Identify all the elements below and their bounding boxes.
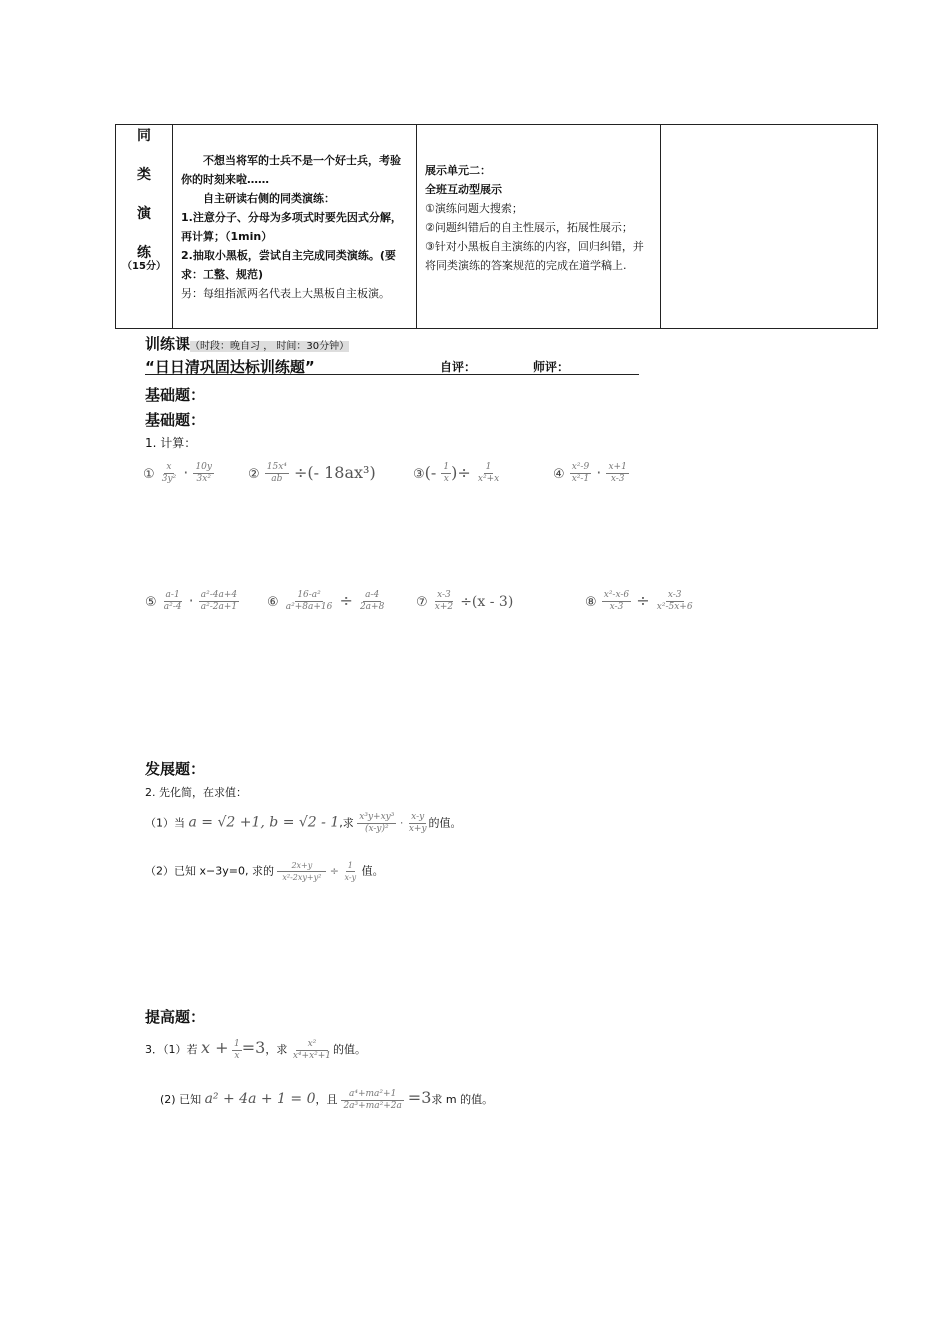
numerator: a-1 — [165, 590, 180, 600]
numerator: 2x+y — [277, 860, 326, 872]
numerator: 16-a² — [297, 590, 321, 600]
expression: x + — [201, 1038, 229, 1057]
numerator: x² — [296, 1039, 329, 1051]
denominator: x-y — [344, 873, 357, 882]
denominator: x+2 — [434, 602, 454, 612]
suffix-text: 的值。 — [333, 1043, 367, 1056]
numerator: x-3 — [667, 590, 682, 600]
section-heading-basic-repeat: 基础题： — [145, 411, 206, 429]
problem-mark: ① — [143, 467, 155, 482]
equation-value: =3 — [241, 1038, 266, 1057]
problem-5 — [145, 590, 239, 613]
question-2-label: 2. 先化简，在求值： — [145, 786, 247, 799]
denominator: 3x² — [196, 474, 211, 484]
operator: · — [399, 816, 404, 830]
intro-text: 不想当将军的士兵不是一个好士兵，考验你的时刻来啦…… — [181, 154, 401, 186]
problem-2 — [248, 462, 376, 485]
numerator: a²-4a+4 — [200, 590, 238, 600]
problem-mark: ⑦ — [416, 595, 428, 610]
suffix-text: 的值。 — [428, 816, 462, 830]
training-meta: （时段：晚自习 ， 时间：30分钟） — [190, 341, 350, 352]
prefix-text: 3．（1）若 — [145, 1043, 198, 1056]
denominator: x²-1 — [571, 474, 590, 484]
display-unit-cell — [417, 125, 661, 329]
connector-text: ，且 — [315, 1093, 338, 1106]
expression: ÷(- 18ax³) — [293, 463, 376, 482]
denominator: x — [234, 1050, 240, 1061]
training-subtitle-line — [145, 356, 639, 375]
section-heading-develop: 发展题： — [145, 760, 206, 778]
numerator: a-4 — [365, 590, 380, 600]
problem-8 — [585, 590, 695, 613]
expression: (- — [424, 463, 437, 482]
denominator: x²-5x+6 — [656, 602, 693, 612]
prefix-text: (2) 已知 — [160, 1093, 202, 1106]
denominator: x²-2xy+y² — [282, 873, 322, 882]
question-2-part-1 — [145, 812, 462, 835]
numerator: 1 — [485, 462, 492, 472]
denominator: x-3 — [610, 474, 625, 484]
denominator: a²-2a+1 — [200, 602, 238, 612]
expression: ÷(x - 3) — [460, 594, 514, 610]
numerator: x — [166, 462, 172, 472]
problem-mark: ③ — [413, 467, 425, 482]
numerator: x-y — [411, 812, 425, 822]
training-title: 训练课 — [145, 335, 191, 353]
side-time: （15分） — [122, 261, 166, 272]
empty-cell — [661, 125, 878, 329]
denominator: x — [443, 474, 449, 484]
numerator: 15x⁴ — [266, 462, 287, 472]
denominator: (x-y)² — [364, 824, 389, 834]
display-unit-subtitle: 全班互动型展示 — [425, 183, 502, 196]
numerator: x³y+xy³ — [359, 812, 395, 822]
suffix-text: 值。 — [361, 864, 384, 878]
side-char: 同 — [137, 128, 151, 144]
self-evaluation: 自评： — [440, 360, 477, 374]
problem-4 — [553, 462, 629, 485]
operator: · — [183, 463, 189, 482]
question-2-part-2 — [145, 860, 384, 883]
denominator: x⁴+x²+1 — [292, 1050, 332, 1061]
training-quote: “日日清巩固达标训练题” — [145, 358, 315, 376]
numerator: 10y — [195, 462, 212, 472]
question-3-part-1 — [145, 1038, 366, 1062]
ask-text: ,求 — [339, 816, 354, 830]
denominator: x-3 — [609, 602, 624, 612]
question-3-part-2 — [160, 1088, 493, 1112]
operator: ÷ — [339, 591, 353, 610]
denominator: a²+8a+16 — [285, 602, 333, 612]
problem-mark: ⑧ — [585, 595, 597, 610]
instruction-item-1: 1.注意分子、分母为多项式时要先因式分解，再计算；（1min） — [181, 211, 402, 243]
problem-mark: ④ — [553, 467, 565, 482]
section-heading-basic: 基础题： — [145, 386, 206, 404]
operator: · — [596, 463, 602, 482]
side-char: 练 — [137, 245, 151, 261]
expression: )÷ — [451, 463, 471, 482]
display-step-1: ①演练问题大搜索； — [425, 202, 523, 215]
denominator: 2a³+ma²+2a — [343, 1100, 402, 1111]
section-heading-advance: 提高题： — [145, 1008, 206, 1026]
numerator: x-3 — [437, 590, 451, 600]
expression: a² + 4a + 1 = 0 — [204, 1091, 316, 1107]
suffix-text: 求 m 的值。 — [431, 1093, 494, 1106]
denominator: ab — [271, 474, 283, 484]
display-step-2: ②问题纠错后的自主性展示，拓展性展示； — [425, 221, 633, 234]
training-header — [145, 333, 349, 354]
side-char: 类 — [137, 167, 151, 183]
problem-3 — [413, 462, 501, 485]
display-step-3: ③针对小黑板自主演练的内容，回归纠错，并将同类演练的答案规范的完成在道学稿上. — [425, 240, 644, 272]
operator: ÷ — [329, 864, 339, 878]
denominator: 2a+8 — [359, 602, 385, 612]
problem-mark: ② — [248, 467, 260, 482]
side-char: 演 — [137, 206, 151, 222]
activity-table — [115, 124, 878, 329]
problem-mark: ⑥ — [267, 595, 279, 610]
numerator: 1 — [347, 861, 353, 870]
operator: · — [188, 591, 194, 610]
numerator: 1 — [443, 462, 450, 472]
problem-7 — [416, 590, 513, 613]
denominator: a²-4 — [163, 602, 182, 612]
teacher-evaluation: 师评： — [533, 360, 570, 374]
denominator: x+y — [408, 824, 427, 834]
read-instruction: 自主研读右侧的同类演练： — [203, 192, 335, 205]
display-unit-title: 展示单元二： — [425, 164, 491, 177]
prefix-text: （1）当 — [145, 816, 185, 830]
problem-mark: ⑤ — [145, 595, 157, 610]
prefix-text: （2）已知 x−3y=0, 求的 — [145, 864, 274, 878]
question-1-label: 1. 计算： — [145, 436, 197, 450]
instructions-cell — [173, 125, 417, 329]
instruction-item-2: 2.抽取小黑板，尝试自主完成同类演练。(要求：工整、规范) — [181, 249, 396, 281]
numerator: 1 — [234, 1038, 240, 1049]
condition-expression: a = √2 +1, b = √2 - 1 — [188, 814, 340, 831]
numerator: x+1 — [608, 462, 627, 472]
numerator: a⁴+ma²+1 — [341, 1089, 404, 1101]
denominator: 3y² — [161, 474, 177, 484]
operator: ÷ — [636, 591, 650, 610]
denominator: x²+x — [477, 474, 500, 484]
note-text: 另：每组指派两名代表上大黑板自主板演。 — [181, 287, 390, 300]
numerator: x²-9 — [571, 462, 590, 472]
side-label-cell — [116, 125, 173, 329]
problem-1 — [143, 462, 214, 485]
problem-6 — [267, 590, 386, 613]
numerator: x²-x-6 — [603, 590, 630, 600]
ask-text: ，求 — [265, 1043, 288, 1056]
equation-value: =3 — [407, 1088, 432, 1107]
